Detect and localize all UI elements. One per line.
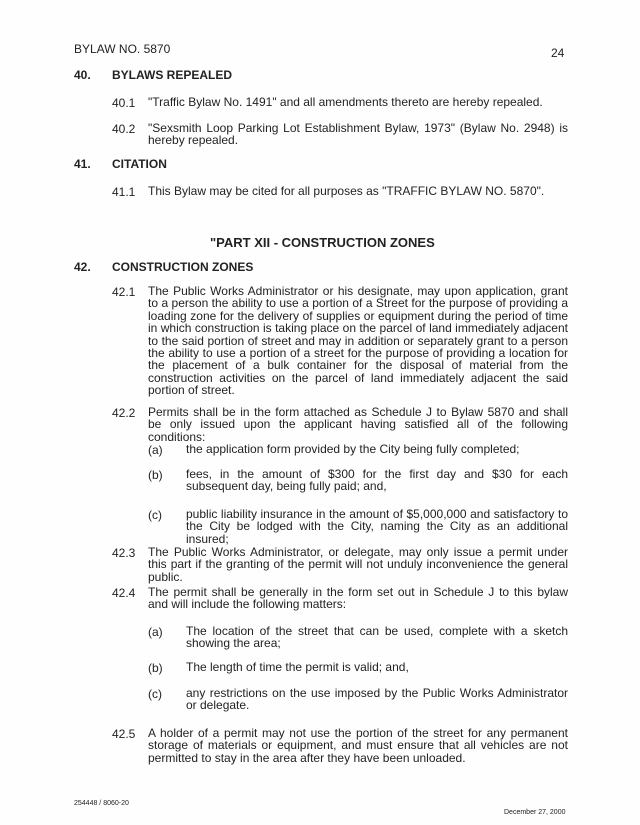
clause-42-4-a-text: The location of the street that can be used, complete with a sketch showing the area; xyxy=(186,624,568,651)
page-number: 24 xyxy=(551,46,565,60)
section-42-title: CONSTRUCTION ZONES xyxy=(112,260,254,274)
clause-42-2-c-label: (c) xyxy=(148,508,162,522)
section-41-title: CITATION xyxy=(112,157,167,171)
clause-42-5-text: A holder of a permit may not use the portion of the street for any permanent storage of materials or equipment, and must ensure that all vehicles are not permitted to stay in the area after they have been unloaded. xyxy=(148,726,568,765)
clause-42-4-c-label: (c) xyxy=(148,687,162,701)
clause-40-2-number: 40.2 xyxy=(112,122,136,136)
clause-42-2-a-text: the application form provided by the City being fully completed; xyxy=(186,442,520,456)
section-40-title: BYLAWS REPEALED xyxy=(112,68,233,82)
clause-42-2-a-label: (a) xyxy=(148,443,163,457)
clause-40-1-text: "Traffic Bylaw No. 1491" and all amendments thereto are hereby repealed. xyxy=(148,95,543,109)
clause-42-2-c-text: public liability insurance in the amount of $5,000,000 and satisfactory to the City be lodged with the City, naming the City as an additional insured; xyxy=(186,507,568,546)
clause-42-2-b-label: (b) xyxy=(148,468,163,482)
clause-42-4-b-text: The length of time the permit is valid; and, xyxy=(186,660,409,674)
clause-41-1-number: 41.1 xyxy=(112,185,136,199)
clause-42-2-text: Permits shall be in the form attached as Schedule J to Bylaw 5870 and shall be only issued upon the applicant having satisfied all of the following conditions: xyxy=(148,405,568,444)
clause-42-1-text: The Public Works Administrator or his designate, may upon application, grant to a person the ability to use a portion of a Street for the purpose of providing a loading zone for the delivery of supplies or equipment during the period of time in which construction is taking place on the parcel of land immediately adjacent to the said portion of street and may in addition or separately grant to a person the ability to use a portion of a street for the purpose of providing a location for the placement of a bulk container for the disposal of material from the construction activities on the parcel of land immediately adjacent the said portion of street. xyxy=(148,284,568,398)
section-42-number: 42. xyxy=(74,260,91,274)
clause-42-1-number: 42.1 xyxy=(112,285,136,299)
clause-42-4-b-label: (b) xyxy=(148,661,163,675)
footer-document-number: 254448 / 8060-20 xyxy=(74,800,129,807)
clause-42-2-b-text: fees, in the amount of $300 for the first day and $30 for each subsequent day, being fully paid; and, xyxy=(186,467,568,494)
clause-42-2-number: 42.2 xyxy=(112,406,136,420)
clause-42-4-c-text: any restrictions on the use imposed by the Public Works Administrator or delegate. xyxy=(186,686,568,713)
clause-42-4-text: The permit shall be generally in the form set out in Schedule J to this bylaw and will include the following matters: xyxy=(148,585,568,612)
section-41-number: 41. xyxy=(74,157,91,171)
clause-42-3-text: The Public Works Administrator, or delegate, may only issue a permit under this part if the granting of the permit will not unduly inconvenience the general public. xyxy=(148,545,568,584)
bylaw-header-title: BYLAW NO. 5870 xyxy=(74,42,171,56)
clause-42-4-a-label: (a) xyxy=(148,625,163,639)
clause-41-1-text: This Bylaw may be cited for all purposes as "TRAFFIC BYLAW NO. 5870". xyxy=(148,184,545,198)
section-40-number: 40. xyxy=(74,68,91,82)
footer-date: December 27, 2000 xyxy=(504,809,566,816)
clause-42-5-number: 42.5 xyxy=(112,727,136,741)
clause-40-2-text: "Sexsmith Loop Parking Lot Establishment Bylaw, 1973" (Bylaw No. 2948) is hereby repealed. xyxy=(148,121,568,148)
part-xii-title: "PART XII - CONSTRUCTION ZONES xyxy=(210,235,435,250)
clause-40-1-number: 40.1 xyxy=(112,96,136,110)
clause-42-4-number: 42.4 xyxy=(112,586,136,600)
clause-42-3-number: 42.3 xyxy=(112,546,136,560)
